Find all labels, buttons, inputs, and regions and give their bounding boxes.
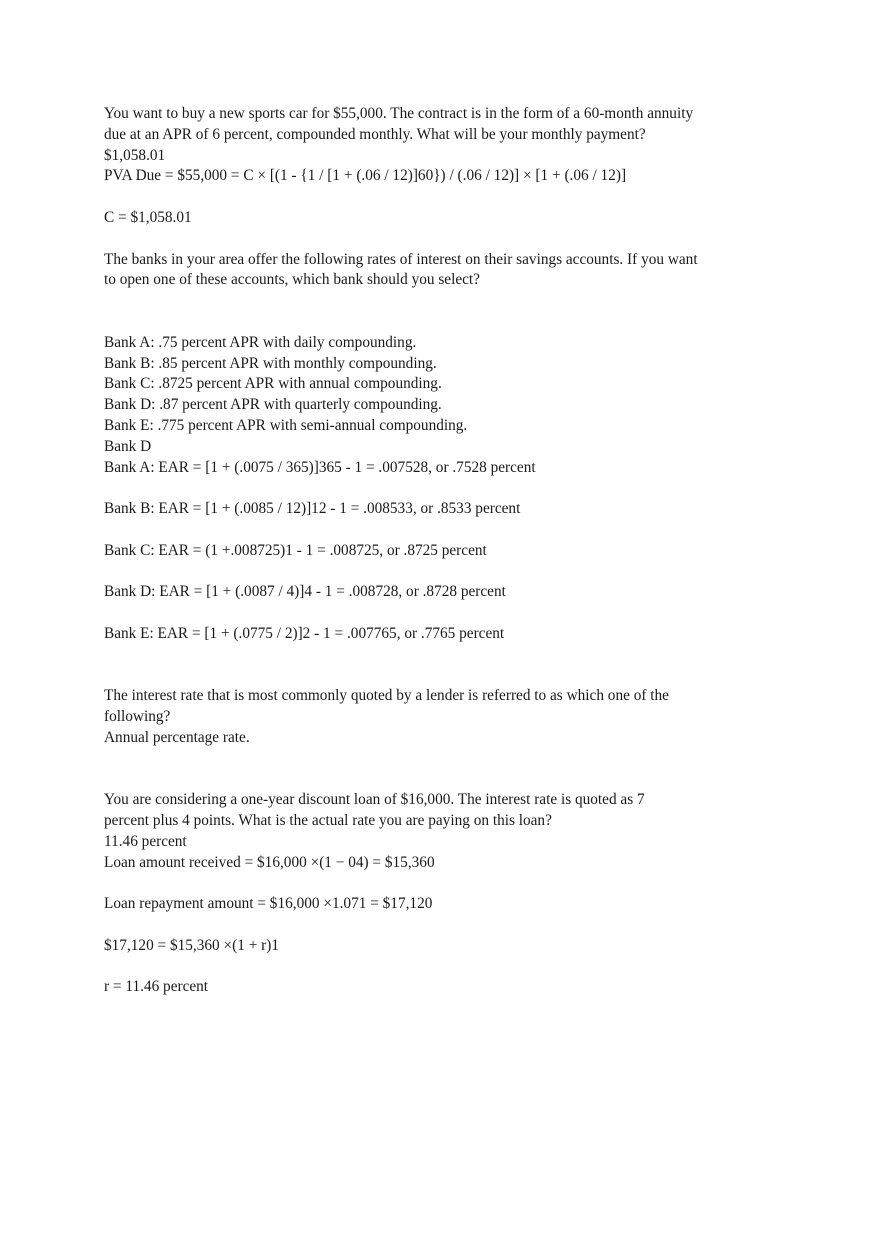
work-line: Bank A: EAR = [1 + (.0075 / 365)]365 - 1 = .007528, or .7528 percent (104, 458, 536, 476)
question-text-line: You are considering a one-year discount loan of $16,000. The interest rate is quoted as 7 (104, 791, 645, 809)
work-line: Bank B: EAR = [1 + (.0085 / 12)]12 - 1 = .008533, or .8533 percent (104, 500, 521, 518)
work-line: C = $1,058.01 (104, 208, 192, 226)
option-line: Bank A: .75 percent APR with daily compounding. (104, 333, 417, 351)
answer-text: $1,058.01 (104, 146, 166, 164)
work-line: PVA Due = $55,000 = C × [(1 - {1 / [1 + (.06 / 12)]60}) / (.06 / 12)] × [1 + (.06 / 12)] (104, 167, 627, 185)
option-line: Bank D: .87 percent APR with quarterly compounding. (104, 396, 442, 414)
question-text-line: The banks in your area offer the following rates of interest on their savings accounts. If you want (104, 250, 698, 268)
work-line: $17,120 = $15,360 ×(1 + r)1 (104, 936, 280, 954)
answer-text: Bank D (104, 437, 152, 455)
question-text-line: due at an APR of 6 percent, compounded monthly. What will be your monthly payment? (104, 125, 646, 143)
work-line: Bank E: EAR = [1 + (.0775 / 2)]2 - 1 = .007765, or .7765 percent (104, 624, 505, 642)
work-line: Loan amount received = $16,000 ×(1 − 04) = $15,360 (104, 853, 435, 871)
work-line: r = 11.46 percent (104, 978, 209, 996)
answer-text: Annual percentage rate. (104, 728, 250, 746)
work-line: Loan repayment amount = $16,000 ×1.071 = $17,120 (104, 895, 433, 913)
option-line: Bank C: .8725 percent APR with annual compounding. (104, 375, 442, 393)
question-text-line: to open one of these accounts, which bank should you select? (104, 271, 480, 289)
question-1 (104, 104, 744, 250)
question-2 (104, 250, 744, 687)
question-text-line: You want to buy a new sports car for $55,000. The contract is in the form of a 60-month annuity (104, 105, 694, 122)
question-text-line: The interest rate that is most commonly quoted by a lender is referred to as which one of the (104, 687, 669, 705)
document-body (104, 104, 744, 998)
question-3 (104, 686, 744, 790)
option-line: Bank E: .775 percent APR with semi-annual compounding. (104, 416, 468, 434)
question-text-line: percent plus 4 points. What is the actual rate you are paying on this loan? (104, 812, 552, 830)
answer-text: 11.46 percent (104, 832, 187, 850)
work-line: Bank C: EAR = (1 +.008725)1 - 1 = .008725, or .8725 percent (104, 541, 487, 559)
question-4 (104, 790, 744, 998)
work-line: Bank D: EAR = [1 + (.0087 / 4)]4 - 1 = .008728, or .8728 percent (104, 583, 506, 601)
option-line: Bank B: .85 percent APR with monthly compounding. (104, 354, 437, 372)
question-text-line: following? (104, 708, 171, 726)
